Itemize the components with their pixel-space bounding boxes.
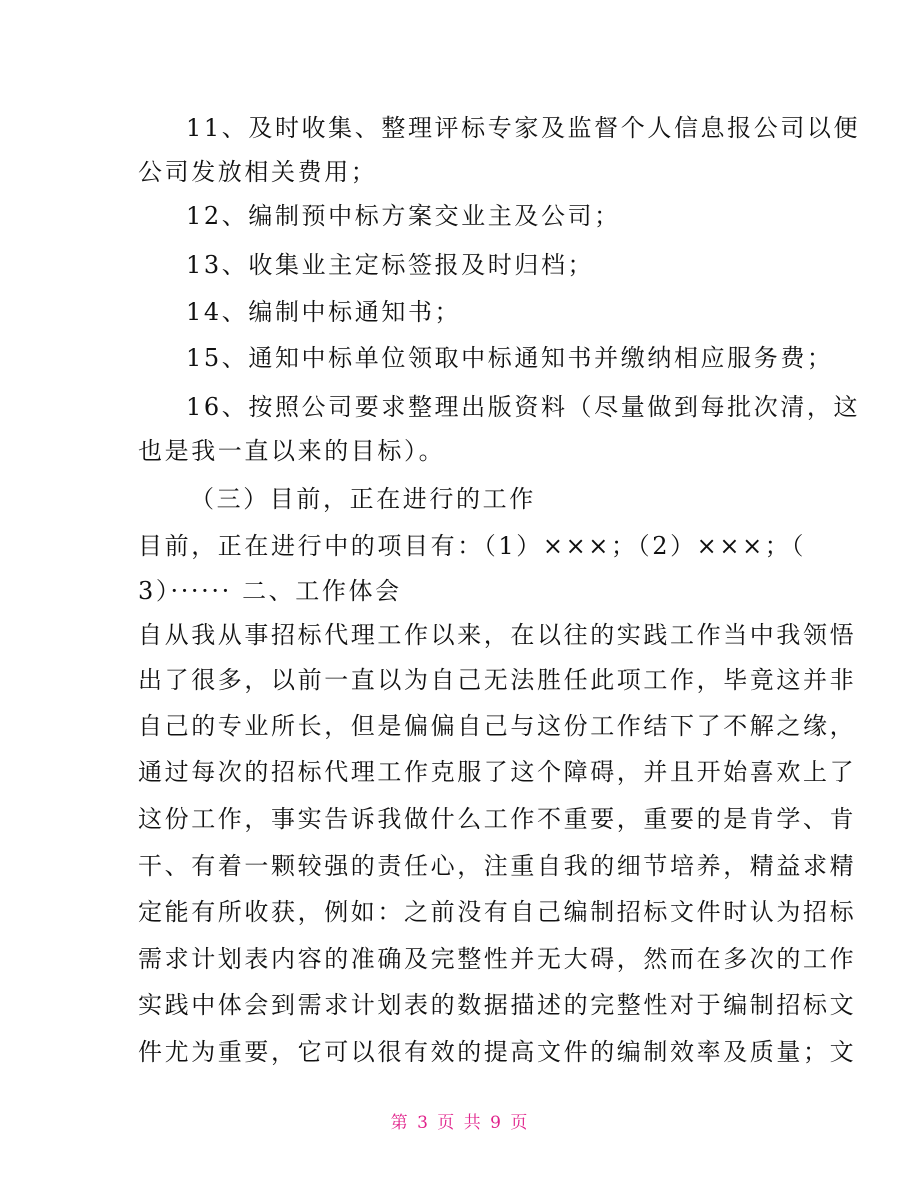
text-line: 12、编制预中标方案交业主及公司； (186, 202, 621, 230)
text-line: 定能有所收获，例如：之前没有自己编制招标文件时认为招标 (138, 898, 857, 926)
text-line: 目前，正在进行中的项目有：（1）×××；（2）×××；（ (138, 532, 806, 560)
text-line: 16、按照公司要求整理出版资料（尽量做到每批次清，这 (186, 393, 861, 421)
text-line: 11、及时收集、整理评标专家及监督个人信息报公司以便 (186, 114, 861, 142)
text-line: 3）······ 二、工作体会 (138, 577, 402, 605)
text-line: 干、有着一颗较强的责任心，注重自我的细节培养，精益求精 (138, 852, 857, 880)
text-line: 需求计划表内容的准确及完整性并无大碍，然而在多次的工作 (138, 945, 857, 973)
text-line: 15、通知中标单位领取中标通知书并缴纳相应服务费； (186, 344, 834, 372)
text-line: 公司发放相关费用； (138, 158, 378, 186)
section-heading: （三）目前，正在进行的工作 (190, 485, 536, 513)
text-line: 通过每次的招标代理工作克服了这个障碍，并且开始喜欢上了 (138, 758, 857, 786)
text-line: 出了很多，以前一直以为自己无法胜任此项工作，毕竟这并非 (138, 666, 857, 694)
text-line: 这份工作，事实告诉我做什么工作不重要，重要的是肯学、肯 (138, 805, 857, 833)
text-line: 14、编制中标通知书； (186, 298, 462, 326)
page-number-footer: 第 3 页 共 9 页 (390, 1113, 530, 1133)
text-line: 13、收集业主定标签报及时归档； (186, 251, 595, 279)
text-line: 件尤为重要，它可以很有效的提高文件的编制效率及质量；文 (138, 1038, 857, 1066)
text-line: 自从我从事招标代理工作以来，在以往的实践工作当中我领悟 (138, 621, 857, 649)
text-line: 实践中体会到需求计划表的数据描述的完整性对于编制招标文 (138, 991, 857, 1019)
text-line: 也是我一直以来的目标）。 (138, 437, 446, 465)
text-line: 自己的专业所长，但是偏偏自己与这份工作结下了不解之缘， (138, 712, 857, 740)
